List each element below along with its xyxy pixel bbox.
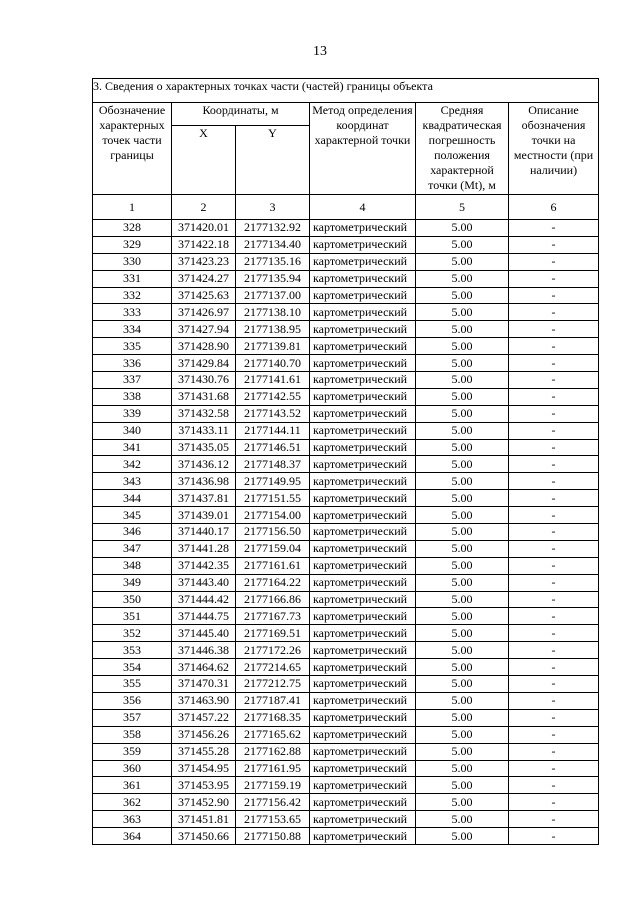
method-cell: картометрический: [310, 321, 416, 338]
boundary-points-table: [92, 78, 599, 845]
x-coordinate-cell: 371422.18: [172, 236, 236, 253]
description-cell: -: [509, 304, 599, 321]
y-coordinate-cell: 2177141.61: [236, 372, 310, 389]
x-coordinate-cell: 371431.68: [172, 388, 236, 405]
y-coordinate-cell: 2177153.65: [236, 811, 310, 828]
error-cell: 5.00: [416, 253, 509, 270]
point-number-cell: 347: [93, 540, 172, 557]
point-number-cell: 334: [93, 321, 172, 338]
table-row: [93, 625, 599, 642]
method-cell: картометрический: [310, 625, 416, 642]
error-cell: 5.00: [416, 726, 509, 743]
method-cell: картометрический: [310, 692, 416, 709]
error-cell: 5.00: [416, 287, 509, 304]
error-cell: 5.00: [416, 659, 509, 676]
y-coordinate-cell: 2177139.81: [236, 338, 310, 355]
table-row: [93, 591, 599, 608]
error-cell: 5.00: [416, 456, 509, 473]
y-coordinate-cell: 2177144.11: [236, 422, 310, 439]
x-coordinate-cell: 371440.17: [172, 524, 236, 541]
error-cell: 5.00: [416, 574, 509, 591]
point-number-cell: 335: [93, 338, 172, 355]
point-number-cell: 354: [93, 659, 172, 676]
x-coordinate-cell: 371426.97: [172, 304, 236, 321]
column-number: 4: [310, 195, 416, 220]
y-coordinate-cell: 2177187.41: [236, 692, 310, 709]
method-cell: картометрический: [310, 642, 416, 659]
point-number-cell: 346: [93, 524, 172, 541]
header-coordinates: Координаты, м: [172, 103, 310, 126]
x-coordinate-cell: 371433.11: [172, 422, 236, 439]
description-cell: -: [509, 253, 599, 270]
table-row: [93, 338, 599, 355]
error-cell: 5.00: [416, 422, 509, 439]
point-number-cell: 351: [93, 608, 172, 625]
method-cell: картометрический: [310, 355, 416, 372]
y-coordinate-cell: 2177138.10: [236, 304, 310, 321]
y-coordinate-cell: 2177146.51: [236, 439, 310, 456]
y-coordinate-cell: 2177161.95: [236, 760, 310, 777]
table-row: [93, 743, 599, 760]
y-coordinate-cell: 2177148.37: [236, 456, 310, 473]
error-cell: 5.00: [416, 828, 509, 845]
method-cell: картометрический: [310, 760, 416, 777]
y-coordinate-cell: 2177164.22: [236, 574, 310, 591]
x-coordinate-cell: 371442.35: [172, 557, 236, 574]
y-coordinate-cell: 2177214.65: [236, 659, 310, 676]
y-coordinate-cell: 2177165.62: [236, 726, 310, 743]
column-number: 2: [172, 195, 236, 220]
table-row: [93, 557, 599, 574]
point-number-cell: 362: [93, 794, 172, 811]
error-cell: 5.00: [416, 473, 509, 490]
table-row: [93, 794, 599, 811]
table-row: [93, 388, 599, 405]
point-number-cell: 341: [93, 439, 172, 456]
y-coordinate-cell: 2177132.92: [236, 220, 310, 237]
description-cell: -: [509, 372, 599, 389]
y-coordinate-cell: 2177156.42: [236, 794, 310, 811]
error-cell: 5.00: [416, 220, 509, 237]
description-cell: -: [509, 591, 599, 608]
description-cell: -: [509, 388, 599, 405]
table-row: [93, 659, 599, 676]
y-coordinate-cell: 2177142.55: [236, 388, 310, 405]
header-designation: Обозначение характерных точек части границы: [93, 103, 172, 195]
header-x: X: [172, 126, 236, 195]
y-coordinate-cell: 2177168.35: [236, 709, 310, 726]
x-coordinate-cell: 371424.27: [172, 270, 236, 287]
point-number-cell: 348: [93, 557, 172, 574]
method-cell: картометрический: [310, 473, 416, 490]
method-cell: картометрический: [310, 270, 416, 287]
method-cell: картометрический: [310, 439, 416, 456]
error-cell: 5.00: [416, 676, 509, 693]
section-title: 3. Сведения о характерных точках части (частей) границы объекта: [93, 79, 599, 103]
column-number: 1: [93, 195, 172, 220]
y-coordinate-cell: 2177151.55: [236, 490, 310, 507]
y-coordinate-cell: 2177135.94: [236, 270, 310, 287]
x-coordinate-cell: 371455.28: [172, 743, 236, 760]
table-row: [93, 422, 599, 439]
error-cell: 5.00: [416, 642, 509, 659]
table-row: [93, 456, 599, 473]
description-cell: -: [509, 625, 599, 642]
table-row: [93, 287, 599, 304]
point-number-cell: 336: [93, 355, 172, 372]
point-number-cell: 330: [93, 253, 172, 270]
point-number-cell: 332: [93, 287, 172, 304]
table-row: [93, 811, 599, 828]
error-cell: 5.00: [416, 439, 509, 456]
x-coordinate-cell: 371436.98: [172, 473, 236, 490]
y-coordinate-cell: 2177162.88: [236, 743, 310, 760]
point-number-cell: 360: [93, 760, 172, 777]
x-coordinate-cell: 371429.84: [172, 355, 236, 372]
description-cell: -: [509, 642, 599, 659]
point-number-cell: 339: [93, 405, 172, 422]
method-cell: картометрический: [310, 726, 416, 743]
y-coordinate-cell: 2177172.26: [236, 642, 310, 659]
error-cell: 5.00: [416, 507, 509, 524]
x-coordinate-cell: 371464.62: [172, 659, 236, 676]
description-cell: -: [509, 355, 599, 372]
error-cell: 5.00: [416, 557, 509, 574]
method-cell: картометрический: [310, 287, 416, 304]
point-number-cell: 345: [93, 507, 172, 524]
point-number-cell: 356: [93, 692, 172, 709]
x-coordinate-cell: 371444.42: [172, 591, 236, 608]
x-coordinate-cell: 371470.31: [172, 676, 236, 693]
error-cell: 5.00: [416, 270, 509, 287]
x-coordinate-cell: 371457.22: [172, 709, 236, 726]
y-coordinate-cell: 2177167.73: [236, 608, 310, 625]
error-cell: 5.00: [416, 591, 509, 608]
x-coordinate-cell: 371453.95: [172, 777, 236, 794]
point-number-cell: 329: [93, 236, 172, 253]
x-coordinate-cell: 371443.40: [172, 574, 236, 591]
method-cell: картометрический: [310, 220, 416, 237]
x-coordinate-cell: 371427.94: [172, 321, 236, 338]
y-coordinate-cell: 2177159.04: [236, 540, 310, 557]
y-coordinate-cell: 2177166.86: [236, 591, 310, 608]
y-coordinate-cell: 2177140.70: [236, 355, 310, 372]
error-cell: 5.00: [416, 304, 509, 321]
method-cell: картометрический: [310, 557, 416, 574]
point-number-cell: 333: [93, 304, 172, 321]
description-cell: -: [509, 321, 599, 338]
table-row: [93, 709, 599, 726]
table-row: [93, 760, 599, 777]
point-number-cell: 355: [93, 676, 172, 693]
x-coordinate-cell: 371437.81: [172, 490, 236, 507]
error-cell: 5.00: [416, 338, 509, 355]
error-cell: 5.00: [416, 811, 509, 828]
table-row: [93, 524, 599, 541]
description-cell: -: [509, 557, 599, 574]
description-cell: -: [509, 659, 599, 676]
y-coordinate-cell: 2177149.95: [236, 473, 310, 490]
x-coordinate-cell: 371428.90: [172, 338, 236, 355]
description-cell: -: [509, 743, 599, 760]
description-cell: -: [509, 574, 599, 591]
x-coordinate-cell: 371420.01: [172, 220, 236, 237]
error-cell: 5.00: [416, 709, 509, 726]
error-cell: 5.00: [416, 524, 509, 541]
y-coordinate-cell: 2177134.40: [236, 236, 310, 253]
method-cell: картометрический: [310, 591, 416, 608]
column-number: 5: [416, 195, 509, 220]
table-row: [93, 642, 599, 659]
y-coordinate-cell: 2177135.16: [236, 253, 310, 270]
point-number-cell: 343: [93, 473, 172, 490]
x-coordinate-cell: 371435.05: [172, 439, 236, 456]
y-coordinate-cell: 2177137.00: [236, 287, 310, 304]
description-cell: -: [509, 777, 599, 794]
error-cell: 5.00: [416, 388, 509, 405]
point-number-cell: 358: [93, 726, 172, 743]
table-row: [93, 507, 599, 524]
description-cell: -: [509, 473, 599, 490]
point-number-cell: 328: [93, 220, 172, 237]
description-cell: -: [509, 726, 599, 743]
x-coordinate-cell: 371452.90: [172, 794, 236, 811]
header-description: Описание обозначения точки на местности (при наличии): [509, 103, 599, 195]
point-number-cell: 364: [93, 828, 172, 845]
point-number-cell: 337: [93, 372, 172, 389]
method-cell: картометрический: [310, 388, 416, 405]
y-coordinate-cell: 2177169.51: [236, 625, 310, 642]
error-cell: 5.00: [416, 405, 509, 422]
method-cell: картометрический: [310, 574, 416, 591]
page-number: 13: [313, 44, 327, 59]
table-row: [93, 574, 599, 591]
y-coordinate-cell: 2177143.52: [236, 405, 310, 422]
method-cell: картометрический: [310, 794, 416, 811]
method-cell: картометрический: [310, 507, 416, 524]
error-cell: 5.00: [416, 321, 509, 338]
table-row: [93, 608, 599, 625]
point-number-cell: 340: [93, 422, 172, 439]
point-number-cell: 331: [93, 270, 172, 287]
method-cell: картометрический: [310, 811, 416, 828]
y-coordinate-cell: 2177212.75: [236, 676, 310, 693]
method-cell: картометрический: [310, 659, 416, 676]
description-cell: -: [509, 490, 599, 507]
x-coordinate-cell: 371436.12: [172, 456, 236, 473]
method-cell: картометрический: [310, 304, 416, 321]
table-row: [93, 372, 599, 389]
description-cell: -: [509, 692, 599, 709]
column-number-row: [93, 195, 599, 220]
x-coordinate-cell: 371441.28: [172, 540, 236, 557]
description-cell: -: [509, 338, 599, 355]
error-cell: 5.00: [416, 540, 509, 557]
error-cell: 5.00: [416, 372, 509, 389]
description-cell: -: [509, 405, 599, 422]
description-cell: -: [509, 456, 599, 473]
x-coordinate-cell: 371454.95: [172, 760, 236, 777]
x-coordinate-cell: 371451.81: [172, 811, 236, 828]
point-number-cell: 338: [93, 388, 172, 405]
point-number-cell: 363: [93, 811, 172, 828]
description-cell: -: [509, 422, 599, 439]
method-cell: картометрический: [310, 676, 416, 693]
point-number-cell: 357: [93, 709, 172, 726]
x-coordinate-cell: 371463.90: [172, 692, 236, 709]
table-row: [93, 236, 599, 253]
method-cell: картометрический: [310, 709, 416, 726]
table-row: [93, 321, 599, 338]
error-cell: 5.00: [416, 608, 509, 625]
error-cell: 5.00: [416, 794, 509, 811]
table-row: [93, 355, 599, 372]
description-cell: -: [509, 540, 599, 557]
x-coordinate-cell: 371432.58: [172, 405, 236, 422]
point-number-cell: 361: [93, 777, 172, 794]
method-cell: картометрический: [310, 338, 416, 355]
y-coordinate-cell: 2177156.50: [236, 524, 310, 541]
description-cell: -: [509, 794, 599, 811]
x-coordinate-cell: 371446.38: [172, 642, 236, 659]
header-method: Метод определения координат характерной точки: [310, 103, 416, 195]
point-number-cell: 342: [93, 456, 172, 473]
point-number-cell: 349: [93, 574, 172, 591]
method-cell: картометрический: [310, 405, 416, 422]
table-row: [93, 726, 599, 743]
error-cell: 5.00: [416, 777, 509, 794]
x-coordinate-cell: 371445.40: [172, 625, 236, 642]
table-row: [93, 473, 599, 490]
method-cell: картометрический: [310, 422, 416, 439]
table-row: [93, 540, 599, 557]
table-row: [93, 490, 599, 507]
method-cell: картометрический: [310, 777, 416, 794]
y-coordinate-cell: 2177150.88: [236, 828, 310, 845]
x-coordinate-cell: 371430.76: [172, 372, 236, 389]
method-cell: картометрический: [310, 253, 416, 270]
error-cell: 5.00: [416, 490, 509, 507]
y-coordinate-cell: 2177159.19: [236, 777, 310, 794]
error-cell: 5.00: [416, 692, 509, 709]
point-number-cell: 353: [93, 642, 172, 659]
description-cell: -: [509, 709, 599, 726]
table-row: [93, 220, 599, 237]
description-cell: -: [509, 811, 599, 828]
error-cell: 5.00: [416, 760, 509, 777]
table-row: [93, 270, 599, 287]
method-cell: картометрический: [310, 608, 416, 625]
error-cell: 5.00: [416, 743, 509, 760]
header-error: Средняя квадратическая погрешность положения характерной точки (Mt), м: [416, 103, 509, 195]
y-coordinate-cell: 2177138.95: [236, 321, 310, 338]
point-number-cell: 350: [93, 591, 172, 608]
method-cell: картометрический: [310, 456, 416, 473]
description-cell: -: [509, 828, 599, 845]
method-cell: картометрический: [310, 828, 416, 845]
x-coordinate-cell: 371450.66: [172, 828, 236, 845]
table-row: [93, 253, 599, 270]
description-cell: -: [509, 220, 599, 237]
x-coordinate-cell: 371423.23: [172, 253, 236, 270]
point-number-cell: 359: [93, 743, 172, 760]
description-cell: -: [509, 270, 599, 287]
point-number-cell: 344: [93, 490, 172, 507]
table-row: [93, 439, 599, 456]
table-row: [93, 304, 599, 321]
description-cell: -: [509, 760, 599, 777]
description-cell: -: [509, 287, 599, 304]
x-coordinate-cell: 371444.75: [172, 608, 236, 625]
table-row: [93, 692, 599, 709]
header-y: Y: [236, 126, 310, 195]
method-cell: картометрический: [310, 743, 416, 760]
x-coordinate-cell: 371456.26: [172, 726, 236, 743]
table-row: [93, 676, 599, 693]
error-cell: 5.00: [416, 355, 509, 372]
y-coordinate-cell: 2177154.00: [236, 507, 310, 524]
y-coordinate-cell: 2177161.61: [236, 557, 310, 574]
column-number: 6: [509, 195, 599, 220]
method-cell: картометрический: [310, 524, 416, 541]
description-cell: -: [509, 507, 599, 524]
table-row: [93, 777, 599, 794]
method-cell: картометрический: [310, 236, 416, 253]
description-cell: -: [509, 236, 599, 253]
x-coordinate-cell: 371425.63: [172, 287, 236, 304]
method-cell: картометрический: [310, 490, 416, 507]
description-cell: -: [509, 524, 599, 541]
description-cell: -: [509, 608, 599, 625]
error-cell: 5.00: [416, 236, 509, 253]
column-number: 3: [236, 195, 310, 220]
method-cell: картометрический: [310, 540, 416, 557]
method-cell: картометрический: [310, 372, 416, 389]
table-row: [93, 828, 599, 845]
error-cell: 5.00: [416, 625, 509, 642]
description-cell: -: [509, 676, 599, 693]
x-coordinate-cell: 371439.01: [172, 507, 236, 524]
table-row: [93, 405, 599, 422]
description-cell: -: [509, 439, 599, 456]
point-number-cell: 352: [93, 625, 172, 642]
